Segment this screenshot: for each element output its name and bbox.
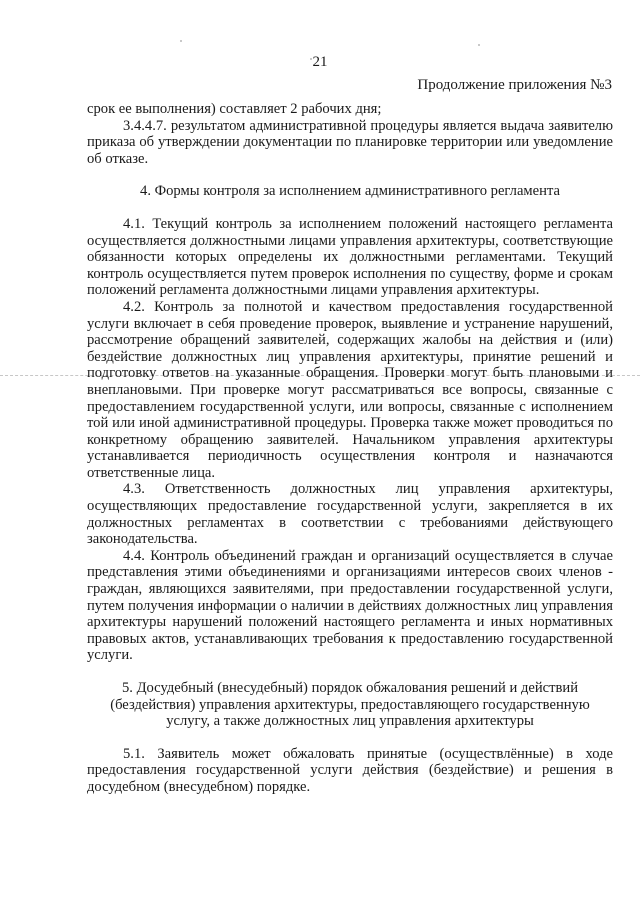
paragraph-4-4: 4.4. Контроль объединений граждан и организаций осуществляется в случае представления этими объединениями и организациями интересов своих членов - граждан, являющихся заявителями, при предоставлении государственной услуги, путем получения информации о наличии в действиях должностных лиц управления архитектуры нарушений положений настоящего регламента и иных нормативных правовых актов, устанавливающих требования к предоставлению государственной услуги. — [87, 547, 613, 664]
appendix-note: Продолжение приложения №3 — [417, 77, 612, 93]
section-4-title: 4. Формы контроля за исполнением административного регламента — [140, 183, 560, 200]
paragraph-4-2: 4.2. Контроль за полнотой и качеством предоставления государственной услуги включает в себя проведение проверок, выявление и устранение нарушений, рассмотрение обращений заявителей, содержащих жалобы на действия и (или) бездействие должностных лиц управления архитектуры, принятие решений и подготовку ответов на указанные обращения. Проверки могут быть плановыми и внеплановыми. При проверке могут рассматриваться все вопросы, связанные с предоставлением государственной услуги, или вопросы, связанные с исполнением той или иной административной процедуры. Проверка также может проводиться по конкретному обращению заявителей. Начальником управления архитектуры устанавливается периодичность осуществления контроля и назначаются ответственные лица. — [87, 298, 613, 481]
paragraph-4-1: 4.1. Текущий контроль за исполнением положений настоящего регламента осуществляется должностными лицами управления архитектуры, соответствующие обязанности которых определены их должностными регламентами. Текущий контроль осуществляется путем проверок исполнения по существу, форме и срокам положений регламента должностными лицами управления архитектуры. — [87, 215, 613, 299]
page-number: 21 — [312, 54, 328, 70]
scan-speck — [478, 44, 480, 46]
paragraph-intro: срок ее выполнения) составляет 2 рабочих дня; — [87, 101, 382, 117]
scan-speck — [310, 58, 312, 60]
section-5-title: 5. Досудебный (внесудебный) порядок обжалования решений и действий (бездействия) управления архитектуры, предоставляющего государственную услугу, а также должностных лиц управления архитектуры — [110, 680, 590, 730]
paragraph-4-3: 4.3. Ответственность должностных лиц управления архитектуры, осуществляющих предоставление государственной услуги, закрепляется в их должностных регламентах в соответствии с требованиями действующего законодательства. — [87, 481, 613, 548]
paragraph-5-1: 5.1. Заявитель может обжаловать принятые (осуществлённые) в ходе предоставления государственной услуги действия (бездействие) и решения в досудебном (внесудебном) порядке. — [87, 745, 613, 795]
paragraph-3-4-4-7: 3.4.4.7. результатом административной процедуры является выдача заявителю приказа об утверждении документации по планировке территории или уведомление об отказе. — [87, 117, 613, 167]
scan-speck — [180, 40, 182, 42]
document-body — [87, 101, 613, 796]
